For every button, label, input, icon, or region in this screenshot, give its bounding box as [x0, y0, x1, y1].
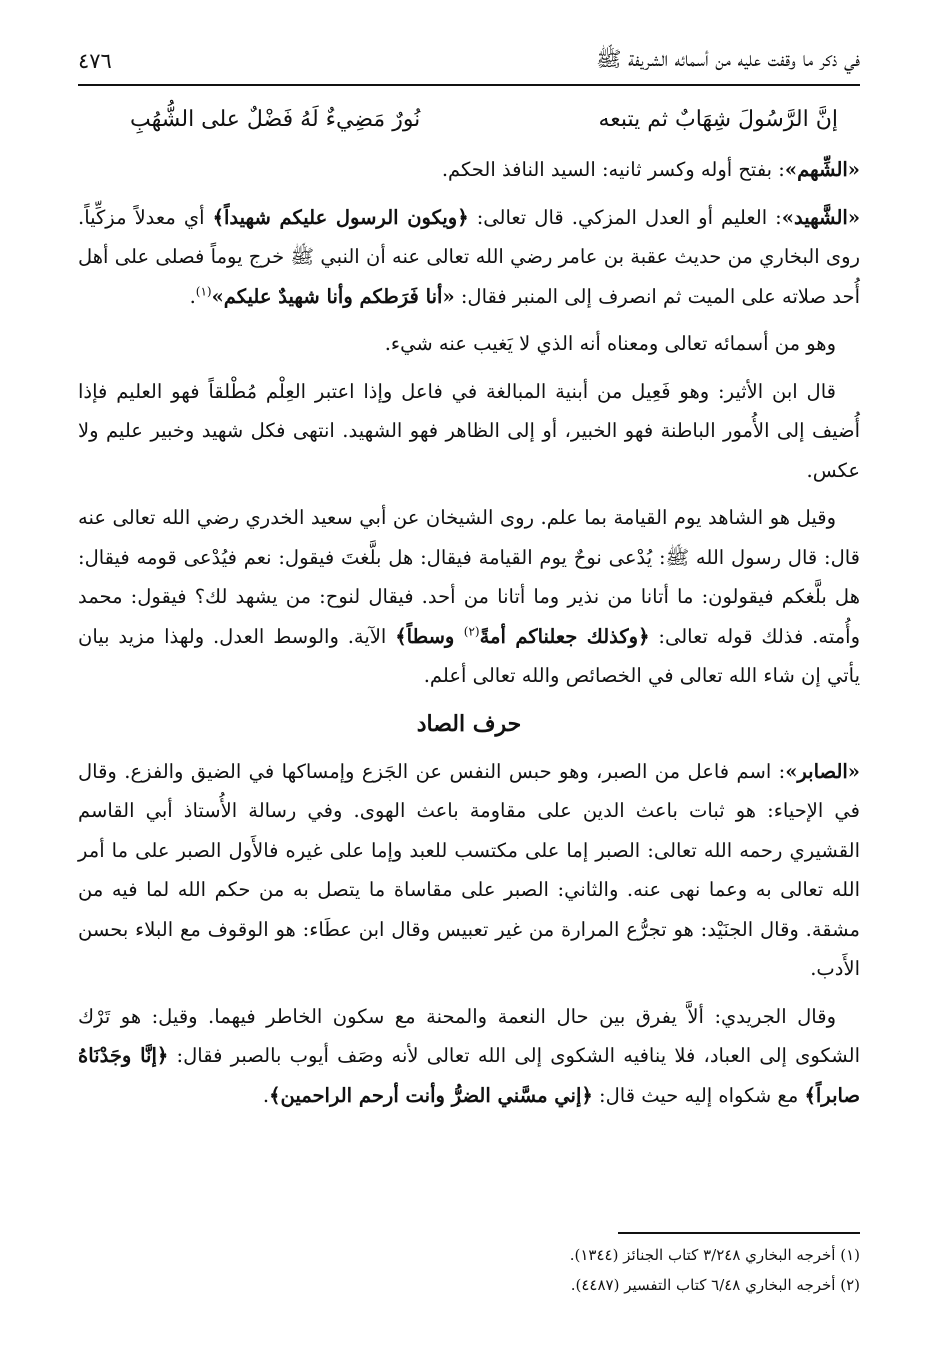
- footnote-ref[interactable]: (١): [195, 284, 212, 298]
- paragraph: وهو من أسمائه تعالى ومعناه أنه الذي لا يَغيب عنه شيء.: [384, 332, 836, 355]
- header-title: في ذكر ما وقفت عليه من أسمائه الشريفة ﷺ: [596, 46, 860, 71]
- verse-hemistich-left: نُورٌ مَضِيءٌ لَهُ فَضْلٌ على الشُّهُبِ: [130, 107, 421, 132]
- running-header: [78, 42, 860, 80]
- entry-term: «الشَّهيد»: [781, 205, 861, 229]
- entry-shahid: [78, 198, 860, 317]
- period: .: [262, 1083, 270, 1107]
- footnote-1: (١) أخرجه البخاري ٣/٢٤٨ كتاب الجنائز (١٣٤٤).: [569, 1246, 860, 1264]
- body-text: [78, 150, 860, 1123]
- header-rule: [78, 84, 860, 86]
- paragraph-text: مع شكواه إليه حيث قال:: [592, 1083, 805, 1107]
- paragraph-text: الآية. والوسط العدل. ولهذا مزيد بيان يأتي إن شاء الله تعالى في الخصائص والله تعالى أعلم.: [78, 624, 860, 687]
- entry-definition: أي معدلاً مزكِّياً. روى البخاري من حديث عقبة بن عامر رضي الله تعالى عنه أن النبي ﷺ خرج يوماً فصلى على أهل أُحد صلاته على الميت ثم انصرف إلى المنبر فقال:: [78, 205, 860, 308]
- quran-quote: ﴿وكذلك جعلناكم أمةً: [479, 624, 650, 648]
- entry-shihham: [78, 150, 860, 190]
- quran-quote-end: وسطاً﴾: [395, 624, 464, 648]
- quran-quote: ﴿ويكون الرسول عليكم شهيداً﴾: [212, 205, 469, 229]
- entry-definition: : بفتح أوله وكسر ثانيه: السيد النافذ الحكم.: [441, 158, 785, 181]
- footnotes: [78, 1240, 860, 1300]
- entry-sabir: [78, 752, 860, 989]
- section-heading: حرف الصاد: [416, 710, 522, 737]
- paragraph: [78, 997, 860, 1116]
- entry-term: «الصابر»: [785, 759, 860, 783]
- entry-term: «الشِّهم»: [784, 158, 860, 181]
- quran-quote: ﴿إنَّا وجَدْنَاهُ صابراً﴾: [78, 1044, 860, 1107]
- paragraph: [78, 498, 860, 696]
- entry-definition: : العليم أو العدل المزكي. قال تعالى:: [468, 205, 782, 229]
- footnote-rule: [618, 1232, 860, 1234]
- hadith-quote: «أنا فَرَطكم وأنا شهيدٌ عليكم»: [211, 284, 455, 308]
- paragraph-text: وقيل هو الشاهد يوم القيامة بما علم. روى الشيخان عن أبي سعيد الخدري رضي الله تعالى عنه قال: قال رسول الله ﷺ: يُدْعى نوحٌ يوم القيامة فيقال: هل بلَّغتَ فيقول: نعم فيُدْعى قومه فيقال: هل بلَّغكم فيقولون: ما أتانا من نذير وما أتانا من أحد. فيقال لنوح: من يشهد لك؟ فيقول: محمد وأُمته. فذلك قوله تعالى:: [78, 506, 860, 648]
- entry-definition: : اسم فاعل من الصبر، وهو حبس النفس عن الجَزع وإمساكها في الضيق والفزع. وقال في الإحياء: هو ثبات باعث الدين على مقاومة باعث الهوى. وفي رسالة الأُستاذ أبي القاسم القشيري رحمه الله تعالى: الصبر إما على مكتسب للعبد وإما على غيره فالأَول الصبر على ما أمر الله تعالى به وعما نهى عنه. والثاني: الصبر على مقاساة ما يتصل به من حكم الله لما فيه من مشقة. وقال الجنَيْد: هو تجرُّع المرارة من غير تعبيس وقال ابن عطَاء: هو الوقوف مع البلاء بحسن الأَدب.: [78, 759, 860, 980]
- poetry-verse: [130, 98, 838, 142]
- verse-hemistich-right: إنَّ الرَّسُولَ شِهَابٌ ثم يتبعه: [598, 107, 838, 132]
- paragraph: قال ابن الأثير: وهو فَعِيل من أبنية المبالغة في فاعل وإذا اعتبر العِلْم مُطْلقاً فهو العليم فإذا أُضيف إلى الأُمور الباطنة فهو الخبير، أو إلى الظاهر فهو الشهيد. انتهى فكل شهيد وخبير عليم ولا عكس.: [78, 379, 860, 482]
- paragraph-text: وقال الجريدي: ألاَّ يفرق بين حال النعمة والمحنة مع سكون الخاطر فيهما. وقيل: هو تَرْك الشكوى إلى العباد، فلا ينافيه الشكوى إلى الله تعالى لأنه وصَف أيوب بالصبر فقال:: [78, 1004, 861, 1067]
- quran-quote: ﴿إني مسَّني الضرُّ وأنت أرحم الراحمين﴾: [269, 1083, 593, 1107]
- period: .: [189, 284, 196, 308]
- page-number: ٤٧٦: [78, 49, 112, 73]
- footnote-2: (٢) أخرجه البخاري ٦/٤٨ كتاب التفسير (٤٤٨٧).: [570, 1276, 860, 1294]
- footnote-ref[interactable]: (٢): [463, 624, 480, 638]
